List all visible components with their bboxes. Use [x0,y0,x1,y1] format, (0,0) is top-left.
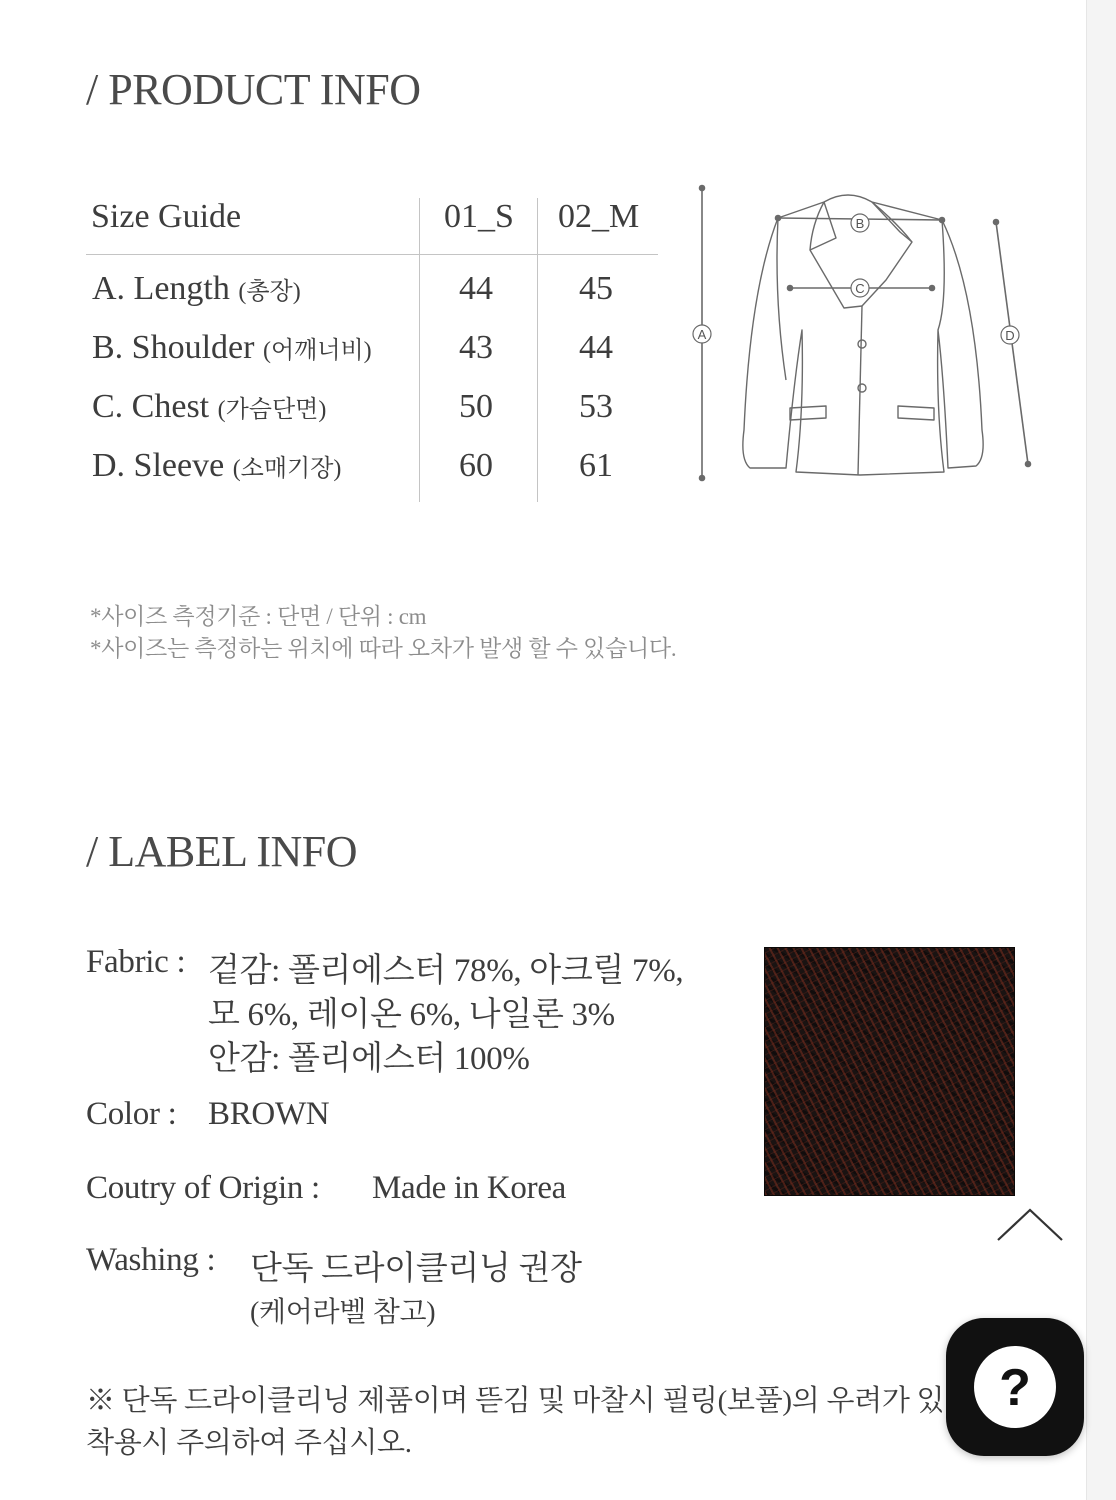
label-info-title: / LABEL INFO [86,827,358,876]
diagram-label-b: B [855,216,865,231]
fabric-label: Fabric : [86,944,186,980]
size-guide-header: Size Guide [91,198,242,235]
scroll-to-top-button[interactable] [994,1200,1066,1246]
size-note: *사이즈 측정기준 : 단면 / 단위 : cm [90,604,427,629]
table-row-label: C. Chest (가슴단면) [92,388,327,425]
table-cell-s: 43 [459,329,493,366]
question-mark-icon: ? [974,1346,1056,1428]
table-cell-m: 45 [579,270,613,307]
size-note: *사이즈는 측정하는 위치에 따라 오차가 발생 할 수 있습니다. [90,636,677,661]
diagram-label-a: A [697,327,707,342]
chevron-up-icon [994,1200,1066,1246]
table-row-label: D. Sleeve (소매기장) [92,447,342,484]
table-cell-s: 60 [459,447,493,484]
origin-label: Coutry of Origin : [86,1170,320,1206]
size-s-header: 01_S [444,198,514,235]
table-row-label: A. Length (총장) [92,270,301,307]
care-warning: ※ 단독 드라이클리닝 제품이며 뜯김 및 마찰시 필링(보풀)의 우려가 있 [86,1385,945,1417]
washing-value: 단독 드라이클리닝 권장 [250,1251,582,1287]
washing-sub: (케어라벨 참고) [250,1297,436,1328]
washing-label: Washing : [86,1242,216,1278]
table-cell-m: 53 [579,388,613,425]
color-value: BROWN [208,1096,330,1132]
table-cell-m: 61 [579,447,613,484]
table-cell-s: 50 [459,388,493,425]
fabric-line: 겉감: 폴리에스터 78%, 아크릴 7%, [208,953,684,989]
help-chat-button[interactable] [946,1318,1084,1456]
jacket-diagram [686,180,1046,485]
table-header-rule [86,254,658,255]
jacket-outline [743,195,983,475]
color-label: Color : [86,1096,177,1132]
table-divider [537,198,538,502]
diagram-label-c: C [855,281,865,296]
fabric-swatch [764,947,1015,1196]
size-guide-table [86,190,658,502]
table-cell-m: 44 [579,329,613,366]
table-cell-s: 44 [459,270,493,307]
table-divider [419,198,420,502]
size-m-header: 02_M [558,198,640,235]
fabric-line: 안감: 폴리에스터 100% [208,1041,530,1077]
fabric-line: 모 6%, 레이온 6%, 나일론 3% [208,997,615,1033]
product-info-title: / PRODUCT INFO [86,65,421,114]
care-warning: 착용시 주의하여 주십시오. [86,1427,412,1459]
table-row-label: B. Shoulder (어깨너비) [92,329,372,366]
page-edge [1086,0,1116,1500]
diagram-label-d: D [1005,328,1015,343]
origin-value: Made in Korea [372,1170,567,1206]
